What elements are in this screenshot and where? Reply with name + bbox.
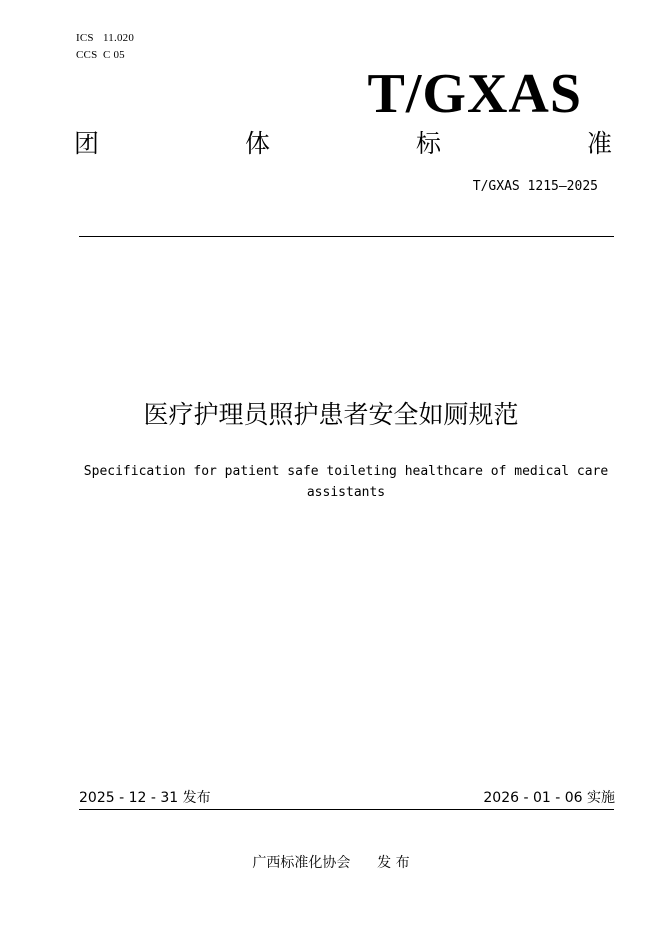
footer-divider [79, 809, 614, 810]
ccs-value: C 05 [103, 49, 125, 61]
document-title-chinese: 医疗护理员照护患者安全如厕规范 [143, 400, 519, 429]
standard-number: T/GXAS 1215—2025 [472, 179, 598, 194]
ccs-label: CCS [76, 49, 98, 61]
ics-value: 11.020 [103, 32, 135, 44]
standard-logo: T/GXAS [367, 63, 582, 125]
publisher-line [0, 853, 662, 873]
standard-type-char: 体 [244, 129, 270, 158]
standard-type-char: 准 [586, 129, 612, 158]
header-divider [79, 236, 614, 237]
ccs-code [76, 49, 125, 61]
publisher-name: 广西标准化协会 [252, 855, 351, 871]
document-title-english: Specification for patient safe toileting healthcare of medical care assistants [83, 464, 609, 500]
implementation-date: 2026 - 01 - 06 实施 [483, 790, 615, 806]
issue-date: 2025 - 12 - 31 发布 [79, 790, 211, 806]
publisher-action: 发 布 [377, 855, 410, 871]
ics-code [76, 32, 134, 44]
standard-type-heading [74, 126, 612, 162]
standard-type-char: 团 [74, 129, 100, 158]
ics-label: ICS [76, 32, 94, 44]
standard-type-char: 标 [415, 129, 441, 158]
